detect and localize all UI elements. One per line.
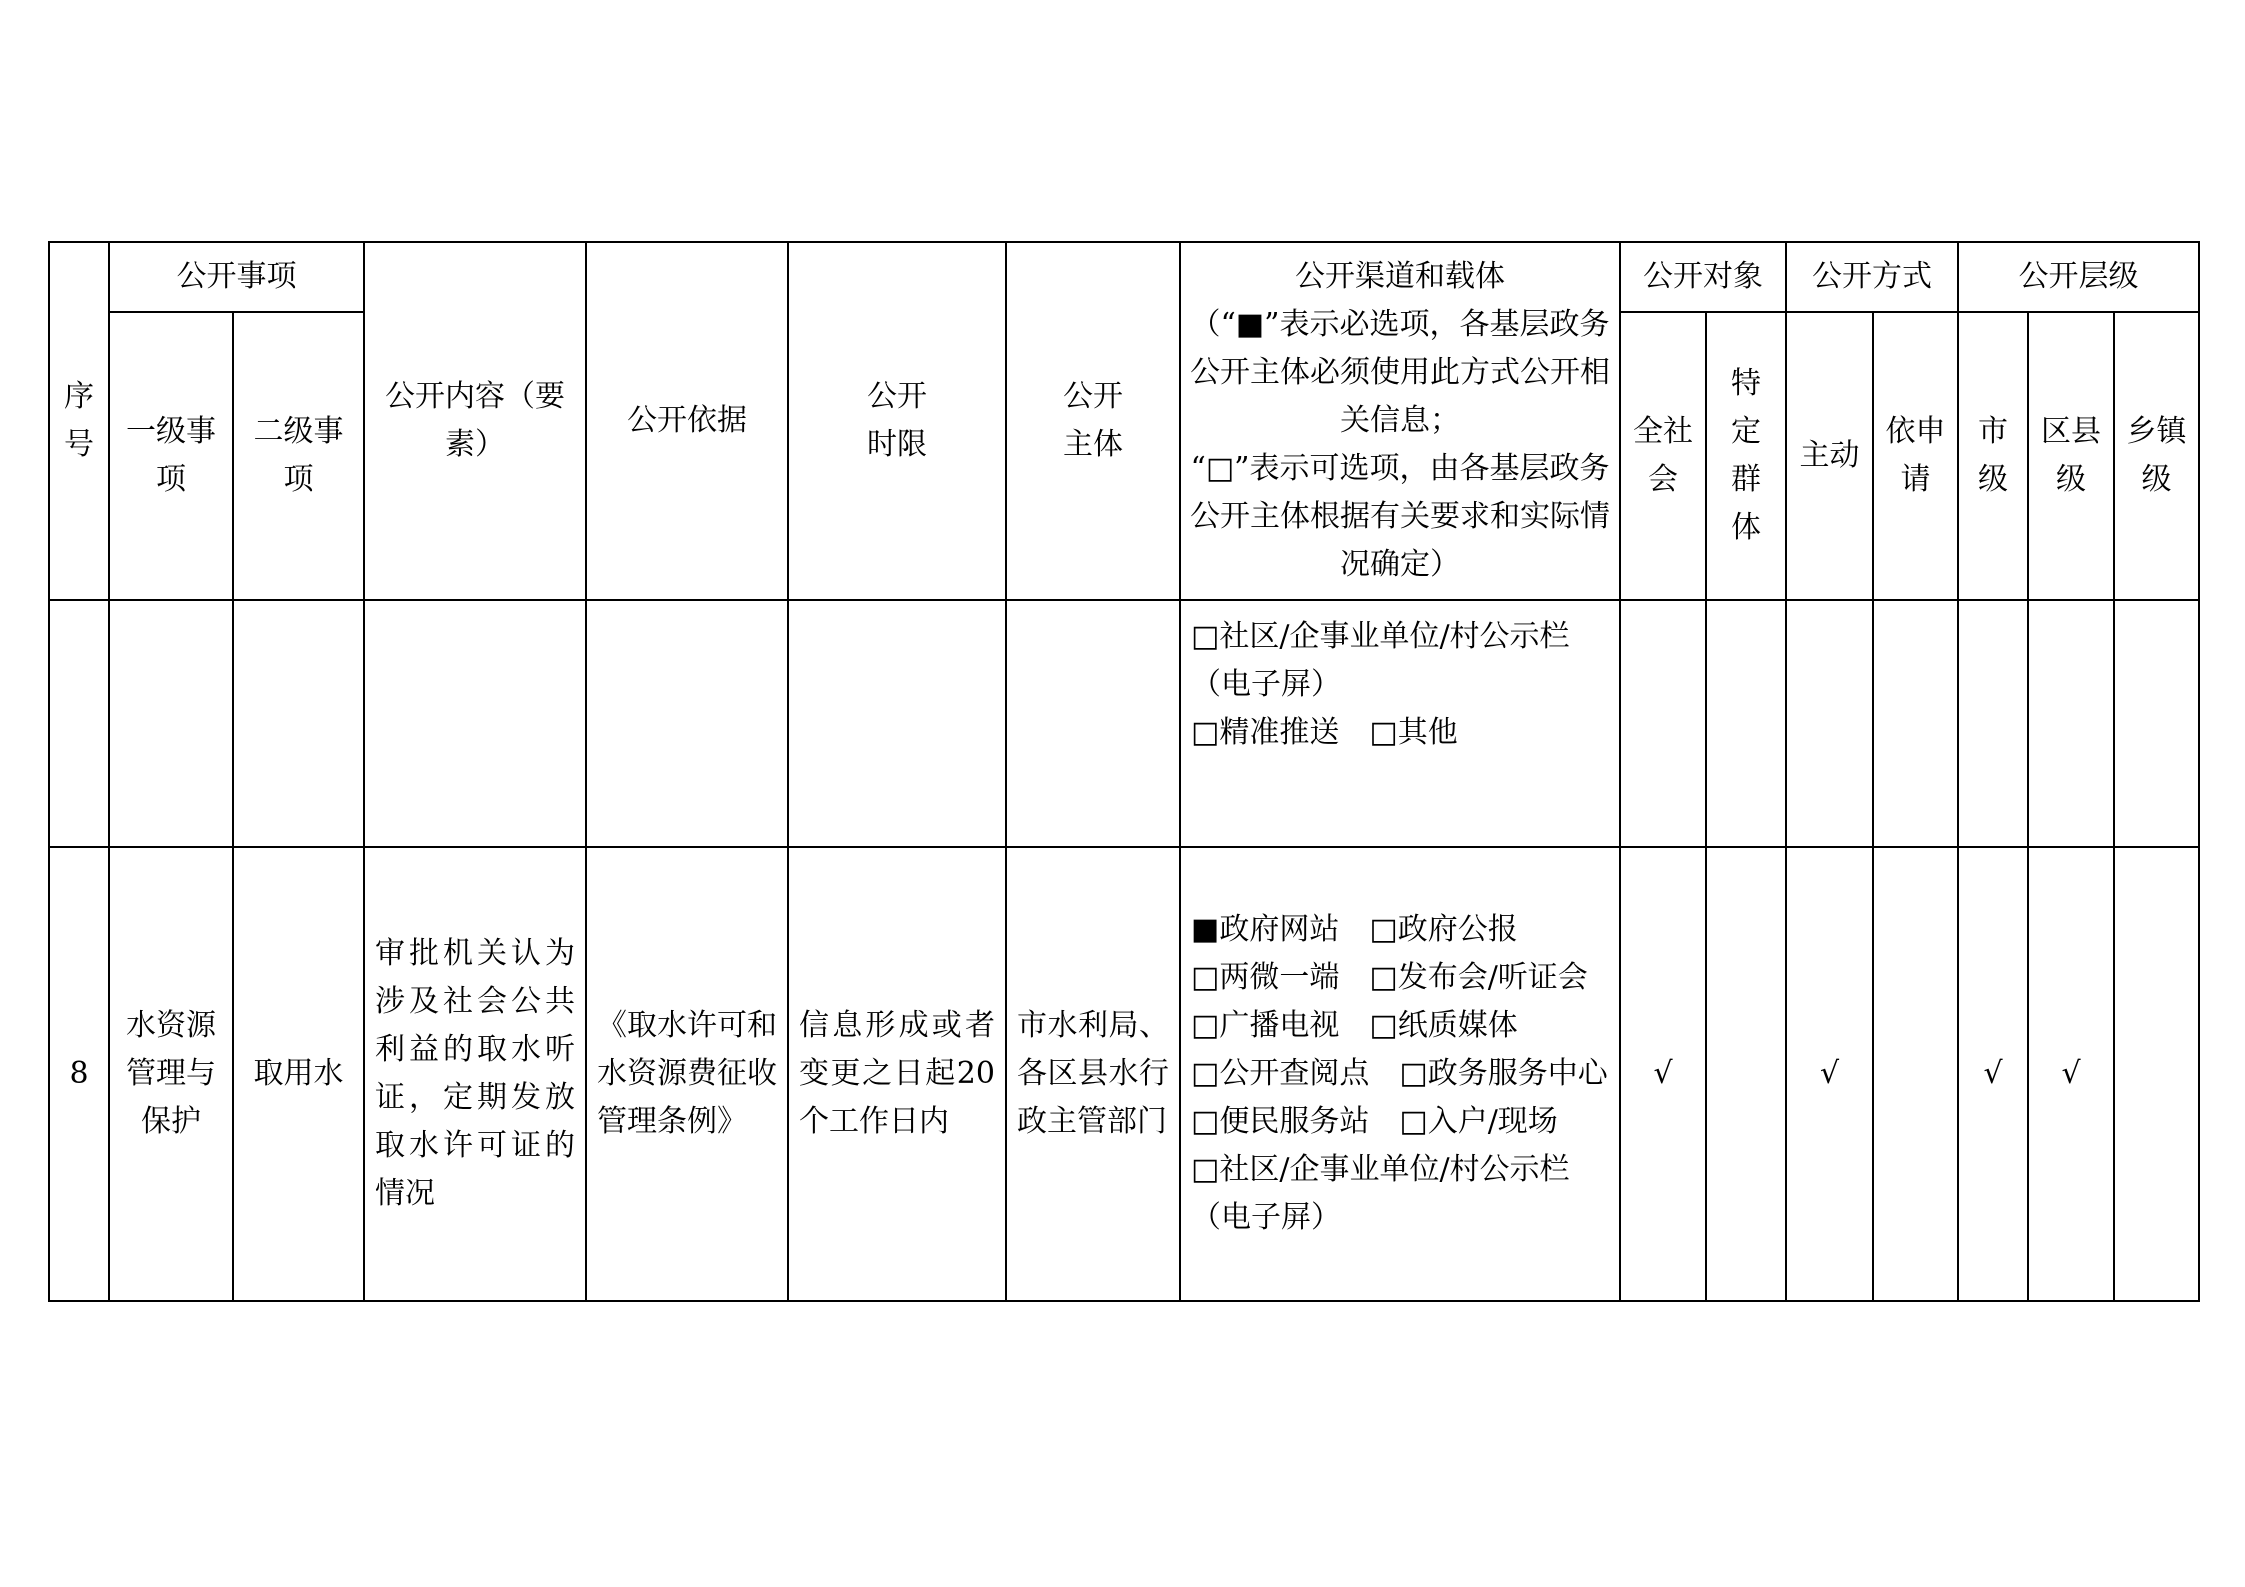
header-content-text: 公开内容（要素） xyxy=(385,379,565,462)
channel-option: ■政府网站 □政府公报 xyxy=(1191,912,1518,947)
header-level-county-text: 区县级 xyxy=(2041,414,2101,497)
row8-subject: 市水利局、各区县水行政主管部门 xyxy=(1006,847,1180,1301)
channel-option: □社区/企事业单位/村公示栏（电子屏） xyxy=(1191,1152,1570,1235)
header-target: 公开对象 xyxy=(1620,242,1786,312)
row8-channels xyxy=(1180,847,1620,1301)
header-level-city-text: 市级 xyxy=(1978,414,2008,497)
channel-option: □精准推送 □其他 xyxy=(1191,715,1458,750)
header-seq xyxy=(49,242,109,600)
channel-option: □两微一端 □发布会/听证会 xyxy=(1191,960,1588,995)
cell-empty xyxy=(109,600,233,847)
header-method-active: 主动 xyxy=(1786,312,1873,600)
header-method: 公开方式 xyxy=(1786,242,1958,312)
channel-option: □社区/企事业单位/村公示栏（电子屏） xyxy=(1191,619,1570,702)
cell-empty xyxy=(1006,600,1180,847)
row8-level-city-check: √ xyxy=(1958,847,2028,1301)
header-level2 xyxy=(233,312,364,600)
row8-time-limit: 信息形成或者变更之日起20个工作日内 xyxy=(788,847,1006,1301)
header-level-town xyxy=(2114,312,2199,600)
header-target-all xyxy=(1620,312,1706,600)
channel-option: □公开查阅点 □政务服务中心 xyxy=(1191,1056,1608,1091)
header-subject-text: 公开主体 xyxy=(1063,379,1123,462)
cell-empty xyxy=(1620,600,1706,847)
header-target-all-text: 全社会 xyxy=(1633,414,1693,497)
cell-empty xyxy=(1786,600,1873,847)
cell-empty xyxy=(1958,600,2028,847)
row8-target-all-check: √ xyxy=(1620,847,1706,1301)
header-channels-title: 公开渠道和载体 xyxy=(1295,259,1505,294)
header-time-limit-text: 公开时限 xyxy=(867,379,927,462)
header-level-city xyxy=(1958,312,2028,600)
row8-method-active-check: √ xyxy=(1786,847,1873,1301)
row8-content: 审批机关认为涉及社会公共利益的取水听证，定期发放取水许可证的情况 xyxy=(364,847,586,1301)
header-level1-text: 一级事项 xyxy=(126,414,216,497)
row8-level-county-check: √ xyxy=(2028,847,2114,1301)
row8-method-request-check xyxy=(1873,847,1958,1301)
disclosure-table xyxy=(48,241,2200,1302)
row8-level1-text: 水资源管理与保护 xyxy=(126,1008,216,1139)
row8-level1 xyxy=(109,847,233,1301)
header-level: 公开层级 xyxy=(1958,242,2199,312)
row8-seq: 8 xyxy=(49,847,109,1301)
header-content xyxy=(364,242,586,600)
header-channels-note-2: “□”表示可选项，由各基层政务公开主体根据有关要求和实际情况确定） xyxy=(1190,451,1610,582)
cell-empty xyxy=(364,600,586,847)
cell-empty xyxy=(49,600,109,847)
cell-empty xyxy=(2114,600,2199,847)
header-target-specific xyxy=(1706,312,1786,600)
cell-empty xyxy=(1706,600,1786,847)
header-level2-text: 二级事项 xyxy=(253,414,344,497)
header-basis: 公开依据 xyxy=(586,242,788,600)
header-channels-note-1: （“■”表示必选项，各基层政务公开主体必须使用此方式公开相关信息； xyxy=(1190,307,1610,438)
continued-channels xyxy=(1180,600,1620,847)
header-level-town-text: 乡镇级 xyxy=(2126,414,2187,497)
channel-option: □广播电视 □纸质媒体 xyxy=(1191,1008,1518,1043)
row8-target-specific-check xyxy=(1706,847,1786,1301)
header-subject xyxy=(1006,242,1180,600)
cell-empty xyxy=(2028,600,2114,847)
row8-level2: 取用水 xyxy=(233,847,364,1301)
cell-empty xyxy=(1873,600,1958,847)
header-public-items: 公开事项 xyxy=(109,242,364,312)
header-target-specific-text: 特定群体 xyxy=(1731,366,1761,545)
cell-empty xyxy=(586,600,788,847)
header-channels xyxy=(1180,242,1620,600)
cell-empty xyxy=(233,600,364,847)
header-level-county xyxy=(2028,312,2114,600)
row8-basis: 《取水许可和水资源费征收管理条例》 xyxy=(586,847,788,1301)
row8-level-town-check xyxy=(2114,847,2199,1301)
header-level1 xyxy=(109,312,233,600)
table-row-continued xyxy=(49,600,2199,847)
table-row-8 xyxy=(49,847,2199,1301)
header-time-limit xyxy=(788,242,1006,600)
cell-empty xyxy=(788,600,1006,847)
header-method-request-text: 依申请 xyxy=(1885,414,1946,497)
header-seq-text: 序号 xyxy=(64,379,94,462)
header-method-request xyxy=(1873,312,1958,600)
channel-option: □便民服务站 □入户/现场 xyxy=(1191,1104,1558,1139)
